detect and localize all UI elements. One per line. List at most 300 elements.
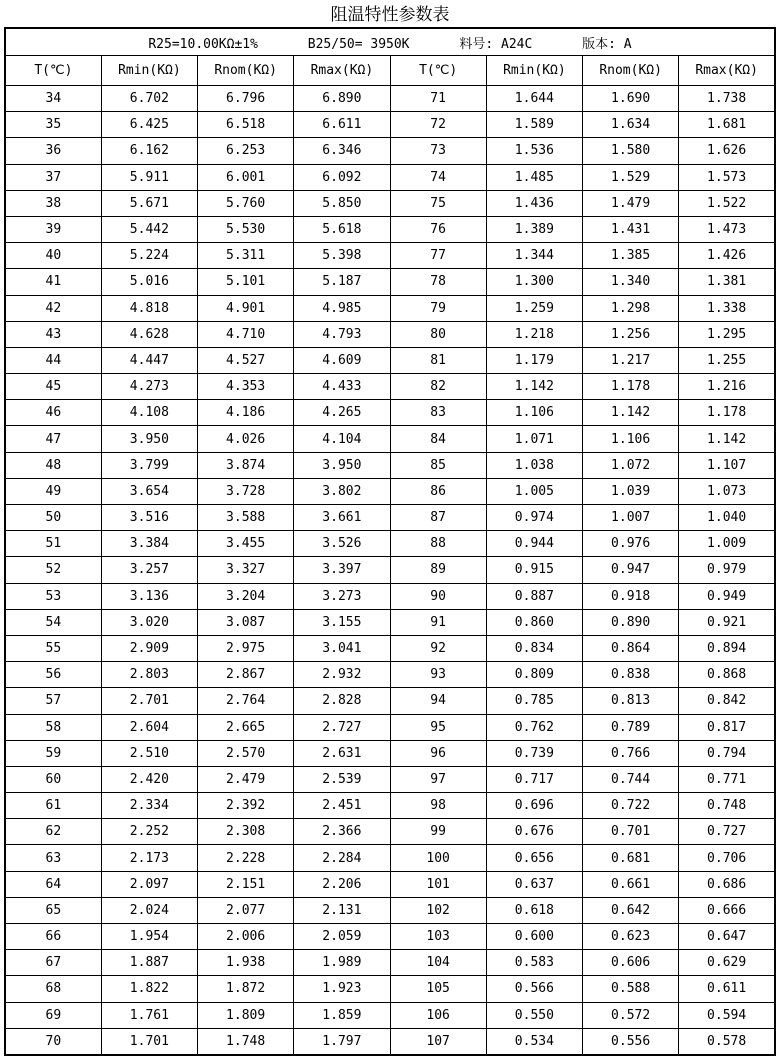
cell-temp-2: 86 — [390, 478, 486, 504]
cell-rnom-2: 0.681 — [583, 845, 679, 871]
cell-rmin-1: 2.334 — [101, 793, 197, 819]
cell-rmax-2: 1.178 — [679, 400, 775, 426]
cell-rmax-2: 1.216 — [679, 374, 775, 400]
cell-temp-2: 81 — [390, 347, 486, 373]
table-row — [5, 216, 775, 242]
cell-rmin-1: 5.224 — [101, 243, 197, 269]
cell-rmin-1: 1.701 — [101, 1028, 197, 1055]
cell-rmax-1: 4.104 — [294, 426, 390, 452]
cell-rnom-2: 0.572 — [583, 1002, 679, 1028]
cell-temp-2: 99 — [390, 819, 486, 845]
cell-rmin-2: 0.834 — [486, 635, 582, 661]
cell-rmin-2: 0.550 — [486, 1002, 582, 1028]
cell-rnom-1: 2.570 — [198, 740, 294, 766]
cell-rmax-1: 3.802 — [294, 478, 390, 504]
cell-rmax-1: 5.850 — [294, 190, 390, 216]
cell-rmin-2: 0.944 — [486, 531, 582, 557]
cell-rmax-2: 1.255 — [679, 347, 775, 373]
cell-rnom-1: 4.710 — [198, 321, 294, 347]
cell-rmin-2: 1.589 — [486, 112, 582, 138]
cell-rmin-2: 0.860 — [486, 609, 582, 635]
cell-rnom-2: 1.385 — [583, 243, 679, 269]
cell-rmax-2: 1.626 — [679, 138, 775, 164]
cell-rnom-2: 1.298 — [583, 295, 679, 321]
cell-rmin-2: 0.583 — [486, 950, 582, 976]
cell-temp-2: 83 — [390, 400, 486, 426]
cell-rnom-1: 3.728 — [198, 478, 294, 504]
cell-rnom-2: 1.072 — [583, 452, 679, 478]
cell-temp-1: 38 — [5, 190, 101, 216]
cell-rmax-2: 0.794 — [679, 740, 775, 766]
cell-temp-1: 50 — [5, 505, 101, 531]
table-row — [5, 845, 775, 871]
cell-rnom-2: 0.556 — [583, 1028, 679, 1055]
cell-rnom-2: 1.634 — [583, 112, 679, 138]
cell-rmin-1: 2.604 — [101, 714, 197, 740]
cell-temp-2: 104 — [390, 950, 486, 976]
cell-rmax-1: 3.526 — [294, 531, 390, 557]
cell-temp-1: 46 — [5, 400, 101, 426]
table-row — [5, 976, 775, 1002]
cell-rnom-1: 4.901 — [198, 295, 294, 321]
cell-rnom-1: 3.327 — [198, 557, 294, 583]
cell-temp-1: 64 — [5, 871, 101, 897]
cell-temp-2: 106 — [390, 1002, 486, 1028]
cell-temp-2: 94 — [390, 688, 486, 714]
cell-rmax-1: 1.797 — [294, 1028, 390, 1055]
table-row — [5, 714, 775, 740]
cell-temp-1: 47 — [5, 426, 101, 452]
cell-rmin-2: 0.785 — [486, 688, 582, 714]
cell-rmin-1: 6.425 — [101, 112, 197, 138]
cell-rmax-2: 1.073 — [679, 478, 775, 504]
table-row — [5, 609, 775, 635]
cell-rmin-1: 4.628 — [101, 321, 197, 347]
cell-rmax-1: 2.932 — [294, 662, 390, 688]
cell-rnom-1: 1.872 — [198, 976, 294, 1002]
cell-rnom-1: 2.975 — [198, 635, 294, 661]
resistance-temperature-table — [4, 27, 776, 1056]
cell-rmax-2: 1.295 — [679, 321, 775, 347]
cell-rnom-2: 0.789 — [583, 714, 679, 740]
cell-rnom-2: 0.947 — [583, 557, 679, 583]
cell-temp-1: 67 — [5, 950, 101, 976]
cell-rmax-1: 3.661 — [294, 505, 390, 531]
cell-rmax-1: 5.398 — [294, 243, 390, 269]
table-row — [5, 190, 775, 216]
cell-rmax-2: 0.921 — [679, 609, 775, 635]
table-row — [5, 531, 775, 557]
r25-spec: R25=10.00KΩ±1% — [148, 36, 258, 52]
cell-rmin-2: 1.344 — [486, 243, 582, 269]
cell-temp-2: 107 — [390, 1028, 486, 1055]
cell-rmax-1: 2.539 — [294, 766, 390, 792]
cell-rnom-2: 1.106 — [583, 426, 679, 452]
cell-rnom-2: 0.661 — [583, 871, 679, 897]
cell-rmax-2: 1.573 — [679, 164, 775, 190]
cell-rmin-2: 1.218 — [486, 321, 582, 347]
cell-temp-1: 52 — [5, 557, 101, 583]
cell-temp-1: 51 — [5, 531, 101, 557]
cell-rmax-1: 2.131 — [294, 897, 390, 923]
col-header-temp-1: T(℃) — [5, 56, 101, 86]
cell-rnom-2: 0.976 — [583, 531, 679, 557]
cell-temp-2: 102 — [390, 897, 486, 923]
cell-rmin-2: 0.618 — [486, 897, 582, 923]
cell-rmin-2: 0.656 — [486, 845, 582, 871]
cell-rmax-2: 0.868 — [679, 662, 775, 688]
cell-rmax-2: 0.611 — [679, 976, 775, 1002]
cell-rmax-2: 1.473 — [679, 216, 775, 242]
cell-temp-2: 79 — [390, 295, 486, 321]
cell-rmin-2: 0.717 — [486, 766, 582, 792]
cell-rnom-2: 1.340 — [583, 269, 679, 295]
cell-temp-2: 103 — [390, 924, 486, 950]
cell-temp-2: 89 — [390, 557, 486, 583]
col-header-rnom-2: Rnom(KΩ) — [583, 56, 679, 86]
cell-rmax-2: 1.142 — [679, 426, 775, 452]
table-row — [5, 426, 775, 452]
cell-rmax-2: 1.040 — [679, 505, 775, 531]
cell-temp-1: 41 — [5, 269, 101, 295]
table-row — [5, 321, 775, 347]
col-header-rmax-1: Rmax(KΩ) — [294, 56, 390, 86]
cell-rmin-1: 3.384 — [101, 531, 197, 557]
cell-rmin-2: 0.739 — [486, 740, 582, 766]
cell-rnom-1: 4.186 — [198, 400, 294, 426]
spec-info-cell — [5, 28, 775, 56]
cell-temp-1: 65 — [5, 897, 101, 923]
cell-rnom-1: 3.588 — [198, 505, 294, 531]
table-row — [5, 583, 775, 609]
table-row — [5, 452, 775, 478]
cell-rmin-1: 3.136 — [101, 583, 197, 609]
cell-rmin-1: 5.442 — [101, 216, 197, 242]
cell-rmax-2: 0.629 — [679, 950, 775, 976]
cell-rnom-2: 1.479 — [583, 190, 679, 216]
table-row — [5, 635, 775, 661]
cell-temp-2: 97 — [390, 766, 486, 792]
cell-rmin-2: 1.106 — [486, 400, 582, 426]
cell-temp-1: 48 — [5, 452, 101, 478]
table-row — [5, 295, 775, 321]
cell-temp-1: 56 — [5, 662, 101, 688]
cell-rmin-1: 6.162 — [101, 138, 197, 164]
table-row — [5, 950, 775, 976]
col-header-rmin-1: Rmin(KΩ) — [101, 56, 197, 86]
cell-rnom-1: 5.101 — [198, 269, 294, 295]
cell-rmin-1: 2.097 — [101, 871, 197, 897]
table-row — [5, 662, 775, 688]
cell-rnom-2: 0.813 — [583, 688, 679, 714]
cell-rmax-1: 4.609 — [294, 347, 390, 373]
cell-temp-1: 42 — [5, 295, 101, 321]
cell-rmin-2: 0.637 — [486, 871, 582, 897]
cell-rnom-2: 0.918 — [583, 583, 679, 609]
cell-rmax-1: 2.451 — [294, 793, 390, 819]
cell-rnom-1: 2.228 — [198, 845, 294, 871]
cell-rmin-1: 4.447 — [101, 347, 197, 373]
cell-rmin-1: 6.702 — [101, 86, 197, 112]
cell-rmin-2: 0.696 — [486, 793, 582, 819]
cell-temp-1: 66 — [5, 924, 101, 950]
cell-temp-2: 85 — [390, 452, 486, 478]
cell-rmin-1: 3.950 — [101, 426, 197, 452]
cell-rmax-2: 0.949 — [679, 583, 775, 609]
table-row — [5, 688, 775, 714]
cell-temp-2: 101 — [390, 871, 486, 897]
cell-rmax-2: 1.522 — [679, 190, 775, 216]
cell-rnom-1: 5.530 — [198, 216, 294, 242]
cell-temp-1: 62 — [5, 819, 101, 845]
table-row — [5, 269, 775, 295]
cell-rnom-2: 1.178 — [583, 374, 679, 400]
table-row — [5, 766, 775, 792]
cell-temp-2: 96 — [390, 740, 486, 766]
table-row — [5, 138, 775, 164]
cell-temp-1: 40 — [5, 243, 101, 269]
cell-rnom-1: 2.479 — [198, 766, 294, 792]
cell-rnom-1: 4.353 — [198, 374, 294, 400]
cell-temp-2: 95 — [390, 714, 486, 740]
table-row — [5, 505, 775, 531]
cell-temp-1: 45 — [5, 374, 101, 400]
cell-temp-2: 88 — [390, 531, 486, 557]
cell-rmin-1: 2.024 — [101, 897, 197, 923]
cell-rmin-1: 2.701 — [101, 688, 197, 714]
cell-temp-1: 60 — [5, 766, 101, 792]
cell-temp-1: 53 — [5, 583, 101, 609]
cell-rmin-1: 3.257 — [101, 557, 197, 583]
cell-rnom-2: 0.890 — [583, 609, 679, 635]
cell-rnom-1: 2.392 — [198, 793, 294, 819]
cell-rnom-1: 6.001 — [198, 164, 294, 190]
cell-temp-1: 70 — [5, 1028, 101, 1055]
cell-rnom-1: 6.518 — [198, 112, 294, 138]
cell-rnom-1: 5.760 — [198, 190, 294, 216]
cell-rmin-1: 3.020 — [101, 609, 197, 635]
table-row — [5, 740, 775, 766]
cell-temp-2: 91 — [390, 609, 486, 635]
cell-rmax-2: 1.738 — [679, 86, 775, 112]
cell-rmax-2: 0.727 — [679, 819, 775, 845]
cell-temp-2: 100 — [390, 845, 486, 871]
cell-rnom-2: 0.838 — [583, 662, 679, 688]
cell-rnom-2: 0.606 — [583, 950, 679, 976]
cell-rmin-1: 4.273 — [101, 374, 197, 400]
cell-rmin-2: 0.762 — [486, 714, 582, 740]
cell-rmin-1: 2.173 — [101, 845, 197, 871]
cell-temp-2: 90 — [390, 583, 486, 609]
version: 版本: A — [582, 36, 632, 52]
cell-temp-1: 63 — [5, 845, 101, 871]
cell-rmin-2: 1.071 — [486, 426, 582, 452]
cell-rmin-2: 1.485 — [486, 164, 582, 190]
cell-rnom-2: 0.588 — [583, 976, 679, 1002]
cell-rmax-2: 0.578 — [679, 1028, 775, 1055]
cell-temp-2: 75 — [390, 190, 486, 216]
cell-rmax-1: 4.985 — [294, 295, 390, 321]
cell-temp-1: 34 — [5, 86, 101, 112]
page-title: 阻温特性参数表 — [330, 5, 450, 25]
cell-rmax-2: 0.647 — [679, 924, 775, 950]
cell-rnom-1: 2.077 — [198, 897, 294, 923]
cell-rmin-2: 1.142 — [486, 374, 582, 400]
cell-rmax-1: 2.059 — [294, 924, 390, 950]
table-row — [5, 1028, 775, 1055]
cell-rmin-1: 1.954 — [101, 924, 197, 950]
cell-rmin-2: 1.536 — [486, 138, 582, 164]
cell-rnom-1: 1.938 — [198, 950, 294, 976]
cell-rmax-2: 0.894 — [679, 635, 775, 661]
cell-rnom-1: 4.026 — [198, 426, 294, 452]
cell-rnom-1: 3.087 — [198, 609, 294, 635]
cell-rnom-1: 2.764 — [198, 688, 294, 714]
table-row — [5, 924, 775, 950]
table-row — [5, 478, 775, 504]
cell-rmax-2: 1.338 — [679, 295, 775, 321]
table-row — [5, 793, 775, 819]
table-row — [5, 557, 775, 583]
cell-temp-1: 39 — [5, 216, 101, 242]
table-row — [5, 164, 775, 190]
cell-rnom-2: 0.864 — [583, 635, 679, 661]
cell-rmax-2: 1.426 — [679, 243, 775, 269]
cell-rmin-2: 1.436 — [486, 190, 582, 216]
cell-rmax-2: 0.771 — [679, 766, 775, 792]
cell-rmax-1: 2.631 — [294, 740, 390, 766]
cell-temp-1: 35 — [5, 112, 101, 138]
cell-rmax-1: 3.041 — [294, 635, 390, 661]
table-row — [5, 347, 775, 373]
cell-rnom-1: 3.455 — [198, 531, 294, 557]
cell-rmin-2: 0.566 — [486, 976, 582, 1002]
cell-rmax-2: 0.842 — [679, 688, 775, 714]
cell-rmax-2: 0.686 — [679, 871, 775, 897]
cell-rmin-1: 5.671 — [101, 190, 197, 216]
cell-rnom-2: 1.007 — [583, 505, 679, 531]
table-row — [5, 400, 775, 426]
col-header-rmax-2: Rmax(KΩ) — [679, 56, 775, 86]
cell-rmin-1: 2.252 — [101, 819, 197, 845]
cell-rmin-1: 4.108 — [101, 400, 197, 426]
cell-rmin-1: 2.510 — [101, 740, 197, 766]
cell-rmin-1: 2.803 — [101, 662, 197, 688]
cell-temp-1: 44 — [5, 347, 101, 373]
cell-temp-1: 43 — [5, 321, 101, 347]
cell-rmin-2: 0.676 — [486, 819, 582, 845]
cell-rnom-2: 0.642 — [583, 897, 679, 923]
table-row — [5, 86, 775, 112]
cell-rmax-1: 2.284 — [294, 845, 390, 871]
table-row — [5, 819, 775, 845]
cell-rnom-2: 1.431 — [583, 216, 679, 242]
cell-rmax-1: 5.618 — [294, 216, 390, 242]
cell-rmax-1: 6.890 — [294, 86, 390, 112]
cell-rmin-2: 1.644 — [486, 86, 582, 112]
cell-rmax-1: 3.950 — [294, 452, 390, 478]
cell-rnom-1: 6.796 — [198, 86, 294, 112]
cell-rmin-2: 1.179 — [486, 347, 582, 373]
cell-rnom-2: 1.039 — [583, 478, 679, 504]
cell-rmax-1: 3.397 — [294, 557, 390, 583]
table-row — [5, 112, 775, 138]
cell-rnom-2: 0.766 — [583, 740, 679, 766]
cell-rmin-2: 0.600 — [486, 924, 582, 950]
cell-rmax-1: 2.206 — [294, 871, 390, 897]
cell-rmin-1: 2.909 — [101, 635, 197, 661]
cell-temp-1: 59 — [5, 740, 101, 766]
part-number: 料号: A24C — [459, 36, 533, 52]
table-row — [5, 1002, 775, 1028]
cell-rmax-1: 4.265 — [294, 400, 390, 426]
col-header-rnom-1: Rnom(KΩ) — [198, 56, 294, 86]
cell-rmin-2: 1.389 — [486, 216, 582, 242]
cell-rnom-1: 4.527 — [198, 347, 294, 373]
cell-rmin-1: 3.654 — [101, 478, 197, 504]
cell-rmin-2: 0.534 — [486, 1028, 582, 1055]
cell-temp-2: 105 — [390, 976, 486, 1002]
cell-rmin-1: 3.516 — [101, 505, 197, 531]
cell-rmax-2: 0.748 — [679, 793, 775, 819]
cell-rmin-1: 3.799 — [101, 452, 197, 478]
cell-temp-2: 72 — [390, 112, 486, 138]
cell-rmin-2: 0.887 — [486, 583, 582, 609]
cell-rmin-2: 0.974 — [486, 505, 582, 531]
cell-temp-1: 68 — [5, 976, 101, 1002]
cell-rmax-1: 4.433 — [294, 374, 390, 400]
cell-temp-2: 73 — [390, 138, 486, 164]
cell-rnom-2: 0.623 — [583, 924, 679, 950]
cell-rmin-2: 0.915 — [486, 557, 582, 583]
cell-temp-1: 69 — [5, 1002, 101, 1028]
cell-temp-2: 92 — [390, 635, 486, 661]
cell-rmax-2: 1.381 — [679, 269, 775, 295]
cell-rnom-1: 3.874 — [198, 452, 294, 478]
cell-rnom-1: 2.665 — [198, 714, 294, 740]
cell-rmax-2: 0.666 — [679, 897, 775, 923]
cell-rmax-1: 6.092 — [294, 164, 390, 190]
cell-rmax-2: 1.107 — [679, 452, 775, 478]
cell-rmax-2: 0.594 — [679, 1002, 775, 1028]
cell-temp-1: 55 — [5, 635, 101, 661]
cell-rmax-1: 1.859 — [294, 1002, 390, 1028]
cell-rmax-1: 2.727 — [294, 714, 390, 740]
cell-rmax-1: 5.187 — [294, 269, 390, 295]
cell-rnom-2: 0.744 — [583, 766, 679, 792]
table-row — [5, 374, 775, 400]
cell-temp-1: 49 — [5, 478, 101, 504]
cell-rnom-1: 5.311 — [198, 243, 294, 269]
cell-rmax-1: 2.828 — [294, 688, 390, 714]
col-header-rmin-2: Rmin(KΩ) — [486, 56, 582, 86]
cell-rmin-1: 1.761 — [101, 1002, 197, 1028]
cell-temp-2: 84 — [390, 426, 486, 452]
col-header-temp-2: T(℃) — [390, 56, 486, 86]
cell-rmax-1: 3.155 — [294, 609, 390, 635]
table-row — [5, 243, 775, 269]
table-row — [5, 871, 775, 897]
cell-rmin-2: 0.809 — [486, 662, 582, 688]
cell-rmin-1: 1.822 — [101, 976, 197, 1002]
cell-rnom-1: 2.151 — [198, 871, 294, 897]
cell-temp-2: 82 — [390, 374, 486, 400]
cell-rnom-1: 2.308 — [198, 819, 294, 845]
cell-rmin-1: 4.818 — [101, 295, 197, 321]
cell-rmax-1: 1.923 — [294, 976, 390, 1002]
cell-rmax-2: 0.817 — [679, 714, 775, 740]
cell-rnom-1: 1.748 — [198, 1028, 294, 1055]
